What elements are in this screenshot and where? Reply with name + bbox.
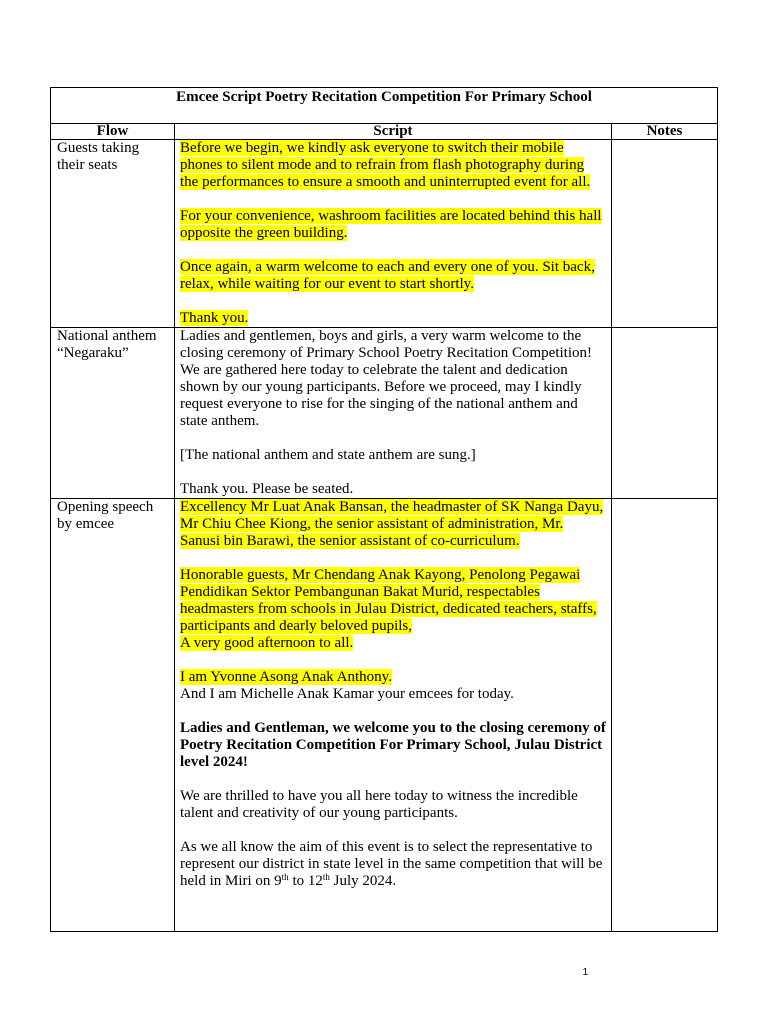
emcee-2-intro: And I am Michelle Anak Kamar your emcees for today. [180, 686, 514, 702]
script-cell [175, 499, 612, 932]
table-row [51, 499, 718, 932]
header-row [51, 124, 718, 140]
script-paragraph: [The national anthem and state anthem are sung.] [180, 447, 476, 463]
flow-cell: Guests taking their seats [51, 140, 175, 328]
welcome-statement: Ladies and Gentleman, we welcome you to the closing ceremony of Poetry Recitation Competition For Primary School, Julau District level 2024! [180, 720, 606, 770]
document-title: Emcee Script Poetry Recitation Competition For Primary School [51, 88, 718, 124]
table-row [51, 140, 718, 328]
header-script: Script [175, 124, 612, 140]
script-paragraph: Excellency Mr Luat Anak Bansan, the headmaster of SK Nanga Dayu, Mr Chiu Chee Kiong, the senior assistant of administration, Mr. Sanusi bin Barawi, the senior assistant of co-curriculum. [180, 499, 604, 549]
script-paragraph: Thank you. [180, 310, 249, 326]
aim-text: As we all know the aim of this event is to select the representative to represent our district in state level in the same competition that will be held in Miri on 9 [180, 839, 603, 889]
page-number: 1 [582, 967, 588, 978]
script-cell [175, 140, 612, 328]
table-row [51, 328, 718, 499]
script-table [50, 87, 718, 932]
script-paragraph: Once again, a warm welcome to each and every one of you. Sit back, relax, while waiting for our event to start shortly. [180, 259, 595, 292]
notes-cell [611, 140, 717, 328]
notes-cell [611, 499, 717, 932]
ordinal-suffix: th [322, 872, 330, 882]
script-paragraph: Before we begin, we kindly ask everyone to switch their mobile phones to silent mode and to refrain from flash photography during the performances to ensure a smooth and uninterrupted event for all. [180, 140, 591, 190]
script-paragraph: Honorable guests, Mr Chendang Anak Kayong, Penolong Pegawai Pendidikan Sektor Pembangunan Bakat Murid, respectables headmasters from schools in Julau District, dedicated teachers, staffs, participants and dearly beloved pupils, [180, 567, 597, 634]
emcee-1-intro: I am Yvonne Asong Anak Anthony. [180, 669, 392, 685]
ordinal-suffix: th [281, 872, 289, 882]
aim-text: July 2024. [329, 873, 397, 889]
script-paragraph: We are thrilled to have you all here today to witness the incredible talent and creativity of our young participants. [180, 788, 578, 821]
header-notes: Notes [611, 124, 717, 140]
script-paragraph: Ladies and gentlemen, boys and girls, a very warm welcome to the closing ceremony of Primary School Poetry Recitation Competition! We are gathered here today to celebrate the talent and dedication shown by our young participants. Before we proceed, may I kindly request everyone to rise for the singing of the national anthem and state anthem. [180, 328, 593, 429]
flow-cell: Opening speech by emcee [51, 499, 175, 932]
script-paragraph: A very good afternoon to all. [180, 635, 354, 651]
aim-text: to 12 [288, 873, 323, 889]
flow-cell: National anthem “Negaraku” [51, 328, 175, 499]
script-paragraph: For your convenience, washroom facilities are located behind this hall opposite the green building. [180, 208, 602, 241]
script-cell [175, 328, 612, 499]
notes-cell [611, 328, 717, 499]
header-flow: Flow [51, 124, 175, 140]
script-paragraph [180, 839, 606, 890]
script-paragraph: Thank you. Please be seated. [180, 481, 354, 497]
